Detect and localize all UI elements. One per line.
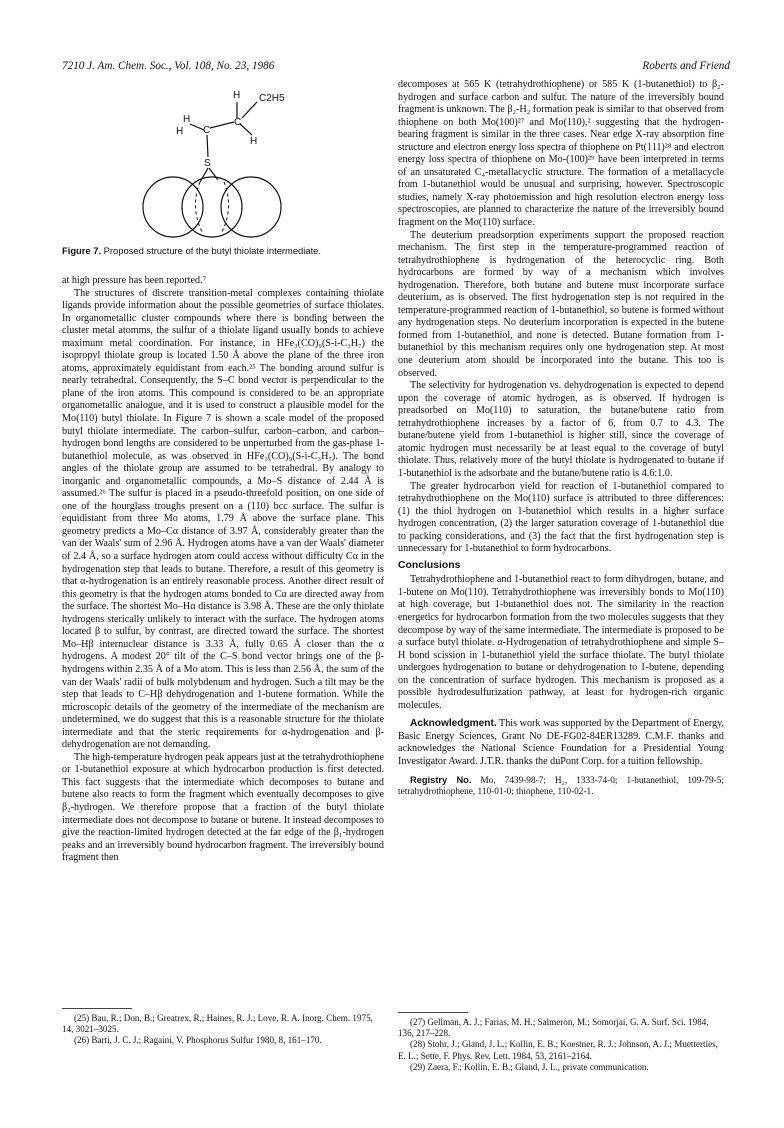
footnote: (29) Zaera, F.; Kollin, E. B.; Gland, J. L., private communication. [410, 1061, 649, 1072]
footnote: (25) Bau, R.; Don, B.; Greatrex, R.; Haines, R. J.; Love, R. A. Inorg. Chem. 1975, 14, 3021–3025. [62, 1013, 373, 1035]
registry-text: Mo, 7439-98-7; H₂, 1333-74-0; 1-butanethiol, 109-79-5; tetrahydrothiophene, 110-01-0; thiophene, 110-02-1. [398, 775, 724, 798]
conclusions-text: Tetrahydrothiophene and 1-butanethiol react to form dihydrogen, butane, and 1-butene on Mo(110). Tetrahydrothiophene was irreversibly bonds to Mo(110) at high coverage, but 1-butanethiol does not. The similarity in the reaction energetics for hydrocarbon formation from the two molecules suggests that they decompose by way of the same intermediate. The intermediate is proposed to be a surface butyl thiolate. α-Hydrogenation of tetrahydrothiophene and simple S–H bond scission in 1-butanethiol yield the surface thiolate. The butyl thiolate undergoes hydrogenation to butane or dehydrogenation to 1-butene, depending on the concentration of surface hydrogen. This mechanism is proposed as a possible hydrodesulfurization pathway, at least for hydrogen-rich organic molecules. [398, 574, 724, 711]
footnote: (26) Barti, J. C. J.; Ragaini, V. Phosphorus Sulfur 1980, 8, 161–170. [74, 1035, 322, 1046]
acknowledgment-text: This work was supported by the Department of Energy, Basic Energy Sciences, Grant No DE-FG02-84ER13289. C.M.F. thanks and acknowledges the National Science Foundation for a Presidential Young Investigator Award. J.T.R. thanks the duPont Corp. for a tuition fellowship. [398, 718, 724, 767]
acknowledgment-label: Acknowledgment. [410, 718, 497, 730]
footnotes-left [62, 1013, 384, 1047]
atom-label-h-top: H [233, 90, 241, 101]
atom-label-h1: H [183, 114, 191, 125]
figure-caption-label: Figure 7. [62, 245, 102, 256]
footnote: (28) Stohr, J.; Gland, J. L.; Kollin, E. B.; Koestner, R. J.; Johnson, A. J.; Muetterties, E. L.; Sette, F. Phys. Rev. Lett. 1984, 53, 2161–2164. [398, 1039, 718, 1061]
atom-label-c2h5: C2H5 [259, 93, 285, 104]
atom-label-h2: H [176, 126, 184, 137]
atom-label-c2: C [234, 117, 242, 128]
paragraph: decomposes at 565 K (tetrahydrothiophene) or 585 K (1-butanethiol) to β₂-hydrogen and surface carbon and sulfur. The nature of the irreversibly bound fragment is unknown. The β₂-H₂ formation peak is similar to that observed from thiophene on both Mo(100)²⁷ and Mo(110),² suggesting that the hydrogen-bearing fragment is similar in the three cases. Near edge X-ray absorption fine structure and electron energy loss spectra of thiophene on Pt(111)²⁸ and electron energy loss spectra of thiophene on Mo-(100)²⁹ have been interpreted in terms of an unsaturated C₄-metallacyclic structure. The formation of a metallacycle from 1-butanethiol would be unusual and surprising, however. Spectroscopic studies, namely X-ray photoemission and high resolution electron energy loss spectroscopies, are planned to characterize the nature of the irreversibly bound fragment on the Mo(110) surface. [398, 79, 724, 229]
running-header-left: 7210 J. Am. Chem. Soc., Vol. 108, No. 23, 1986 [62, 60, 275, 72]
left-column [62, 275, 384, 865]
acknowledgment [398, 718, 724, 768]
figure-caption-text: Proposed structure of the butyl thiolate intermediate. [101, 245, 321, 256]
figure-7-structure [62, 80, 384, 265]
paragraph: The high-temperature hydrogen peak appears just at the tetrahydrothiophene or 1-butanethiol exposure at which hydrocarbon production is first detected. This fact suggests that the intermediate which decomposes to butane and butene also reacts to form the fragment which eventually decomposes to give β₂-hydrogen. We therefore propose that a fraction of the butyl thiolate intermediate does not decompose to butane or butene. It instead decomposes to give the reaction-limited hydrogen detected at the far edge of the β₁-hydrogen peaks and an irreversibly bound hydrocarbon fragment. The irreversibly bound fragment then [62, 751, 384, 864]
footnote-rule-left [62, 1008, 132, 1009]
footnote: (27) Gellman, A. J.; Farias, M. H.; Salmeron, M.; Somorjai, G. A. Surf. Sci. 1984, 136, 217–228. [398, 1017, 709, 1039]
registry-label: Registry No. [410, 774, 472, 785]
registry-numbers [398, 775, 724, 799]
paragraph: The greater hydrocarbon yield for reaction of 1-butanethiol compared to tetrahydrothiophene on the Mo(110) surface is attributed to three differences: (1) the thiol hydrogen on 1-butanethiol which results in a higher surface hydrogen concentration, (2) the larger saturation coverage of 1-butanethiol due to packing considerations, and (3) the fact that the first hydrogenation step is unnecessary for 1-butanethiol to form hydrocarbons. [398, 480, 724, 555]
atom-label-c1: C [203, 125, 211, 136]
atom-label-s: S [204, 158, 211, 169]
right-column [398, 79, 724, 799]
paragraph: The selectivity for hydrogenation vs. dehydrogenation is expected to depend upon the coverage of atomic hydrogen, as is observed. If hydrogen is preadsorbed on Mo(110) to saturation, the butane/butene ratio from tetrahydrothiophene increases by a factor of 6, from 0.7 to 4.3. The butane/butene yield from 1-butanethiol is higher still, since the coverage of atomic hydrogen must necessarily be at least equal to the coverage of butyl thiolate. Thus, relatively more of the butyl thiolate is hydrogenated to butane if 1-butanethiol is the adsorbate and the butane/butene ratio is 4.6:1.0. [398, 380, 724, 479]
footnote-rule-right [398, 1012, 468, 1013]
paragraph: The deuterium preadsorption experiments support the proposed reaction mechanism. The first step in the temperature-programmed reaction of tetrahydrothiophene is hydrogenation of the heterocyclic ring. Both hydrocarbons are formed by way of a mechanism which involves hydrogenation. Therefore, both butane and butene must incorporate surface deuterium, as is observed. The first hydrogenation step is not required in the temperature-programmed reaction of 1-butanethiol, so butene is formed without any hydrogenation steps. No deuterium incorporation is expected in the butene formed from 1-butanethiol, and none is detected. Butane formation from 1-butanethiol by this mechanism requires only one hydrogenation step. At most one deuterium atom should be incorporated into the butane. This too is observed. [398, 229, 724, 379]
figure-caption [62, 245, 384, 256]
paragraph: The structures of discrete transition-metal complexes containing thiolate ligands provide information about the possible geometries of surface thiolates. In organometallic cluster compounds where there is bonding between the cluster metal atomms, the sulfur of a thiolate ligand usually bonds to achieve maximum metal coordination. For instance, in HFe₃(CO)₉(S-i-C₃H₇) the isopropyl thiolate group is located 1.50 Å above the plane of the three iron atoms, approximately equidistant from each.²⁵ The bonding around sulfur is nearly tetrahedral. Consequently, the S–C bond vector is perpendicular to the plane of the iron atoms. This compound is considered to be an appropriate organometallic analogue, and it is used to construct a plausible model for the Mo(110) butyl thiolate. In Figure 7 is shown a scale model of the proposed butyl thiolate intermediate. The carbon–sulfur, carbon–carbon, and carbon–hydrogen bond lengths are considered to be unperturbed from the gas-phase 1-butanethiol molecule, as was observed in HFe₃(CO)₉(S-i-C₃H₇). The bond angles of the thiolate group are assumed to be tetrahedral. By analogy to inorganic and organometallic compounds, a Mo–S distance of 2.44 Å is assumed.²⁶ The sulfur is placed in a pseudo-threefold position, on one side of one of the hourglass troughs present on a (110) bcc surface. The sulfur is equidistant from three Mo atoms, 1.79 Å above the surface plane. This geometry predicts a Mo–Cα distance of 3.97 Å, considerably greater than the van der Waals' sum of 2.96 Å. Hydrogen atoms have a van der Waals' diameter of 2.4 Å, so a surface hydrogen atom could access without difficulty Cα in the hydrogenation step that leads to butane. Therefore, a result of this geometry is that α-hydrogenation is an entirely reasonable process. Another direct result of this geometry is that the hydrogen atoms bonded to Cα are directed away from the surface. The shortest Mo–Hα distance is 3.98 Å. These are the only thiolate hydrogens sterically unlikely to interact with the surface. The hydrogen atoms located β to sulfur, by contrast, are directed toward the surface. The shortest Mo–Hβ internuclear distance is 3.33 Å, fully 0.65 Å closer than the α hydrogens. A modest 20° tilt of the C–S bond vector brings one of the β-hydrogens within 2.35 Å of a Mo atom. This is less than 2.56 Å, the sum of the van der Waals' radii of bulk molybdenum and hydrogen. Such a tilt may be the step that leads to C–Hβ dehydrogenation and 1-butene formation. While the microscopic details of the geometry of the intermediate of the mechanism are undetermined, we do suggest that this is a reasonable structure for the thiolate intermediate and that the steric requirements for α-hydrogenation and β-dehydrogenation are not demanding. [62, 287, 384, 751]
conclusions-heading: Conclusions [398, 559, 461, 571]
footnotes-right [398, 1017, 724, 1073]
atom-label-h3: H [250, 136, 258, 147]
running-header-right: Roberts and Friend [642, 60, 730, 72]
paragraph: at high pressure has been reported.⁷ [62, 275, 207, 286]
